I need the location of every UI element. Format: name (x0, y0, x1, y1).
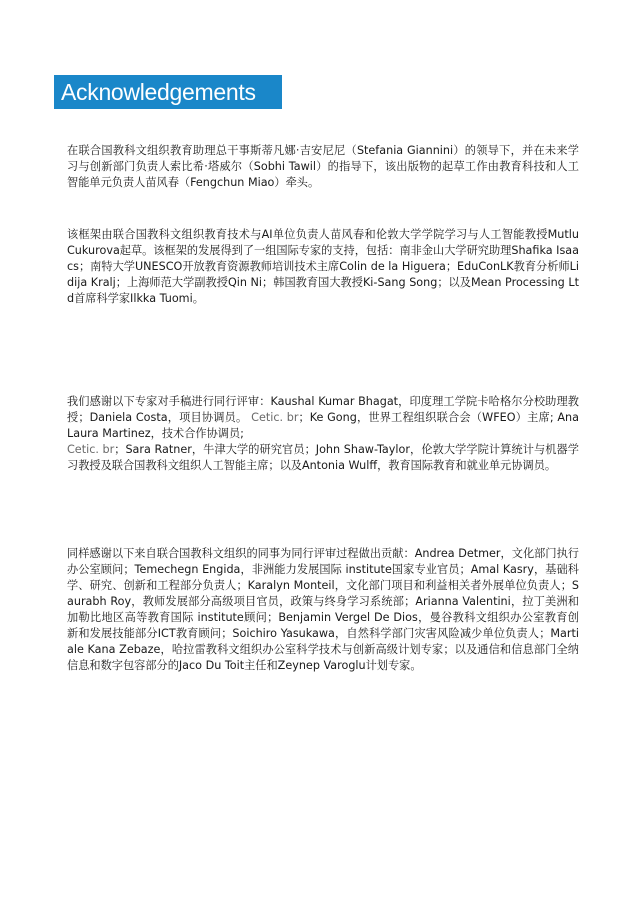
organization-name-cetic: Cetic. br (247, 411, 299, 424)
acknowledgement-paragraph-leadership: 在联合国教科文组织教育助理总干事斯蒂凡娜·吉安尼尼（Stefania Giannini）的领导下，并在未来学习与创新部门负责人索比希·塔威尔（Sobhi Tawil）的指导下，该出版物的起草工作由教育科技和人工智能单元负责人苗风春（Fengchun Miao）牵头。 (67, 144, 579, 189)
acknowledgement-paragraph-unesco-reviewers: 同样感谢以下来自联合国教科文组织的同事为同行评审过程做出贡献：Andrea Detmer，文化部门执行办公室顾问；Temechegn Engida，非洲能力发展国际 institute国家专业官员；Amal Kasry，基础科学、研究、创新和工程部分负责人；Karalyn Monteil，文化部门项目和利益相关者外展单位负责人；Saurabh Roy，教师发展部分高级项目官员，政策与终身学习系统部；Arianna Valentini，拉丁美洲和加勒比地区高等教育国际 institute顾问；Benjamin Vergel De Dios，曼谷教科文组织办公室教育创新和发展技能部分ICT教育顾问；Soichiro Yasukawa，自然科学部门灾害风险减少单位负责人；Martiale Kana Zebaze，哈拉雷教科文组织办公室科学技术与创新高级计划专家；以及通信和信息部门全纳信息和数字包容部分的Jaco Du Toit主任和Zeynep Varoglu计划专家。 (67, 547, 579, 672)
external-reviewers-text-2: ；Ke Gong，世界工程组织联合会（WFEO）主席; Ana Laura Martinez，技术合作协调员; (67, 411, 579, 440)
acknowledgement-paragraph-authors: 该框架由联合国教科文组织教育技术与AI单位负责人苗风春和伦敦大学学院学习与人工智能教授Mutlu Cukurova起草。该框架的发展得到了一组国际专家的支持，包括：南非金山大学研究助理Shafika Isaacs；南特大学UNESCO开放教育资源教师培训技术主席Colin de la Higuera；EduConLK教育分析师Lidija Kralj；上海师范大学副教授Qin Ni；韩国教育国大教授Ki-Sang Song；以及Mean Processing Ltd首席科学家Ilkka Tuomi。 (67, 228, 579, 305)
acknowledgement-paragraph-external-reviewers (67, 394, 579, 474)
organization-name-cetic-2: Cetic. br (67, 443, 115, 456)
external-reviewers-text-3: ；Sara Ratner，牛津大学的研究官员；John Shaw-Taylor，伦敦大学学院计算统计与机器学习教授及联合国教科文组织人工智能主席；以及Antonia Wulff，教育国际教育和就业单元协调员。 (67, 443, 579, 472)
page-title: Acknowledgements (61, 78, 256, 105)
section-title-banner (54, 75, 282, 109)
external-reviewers-text-1: 我们感谢以下专家对手稿进行同行评审：Kaushal Kumar Bhagat，印度理工学院卡哈格尔分校助理教授；Daniela Costa，项目协调员。 (67, 395, 579, 424)
